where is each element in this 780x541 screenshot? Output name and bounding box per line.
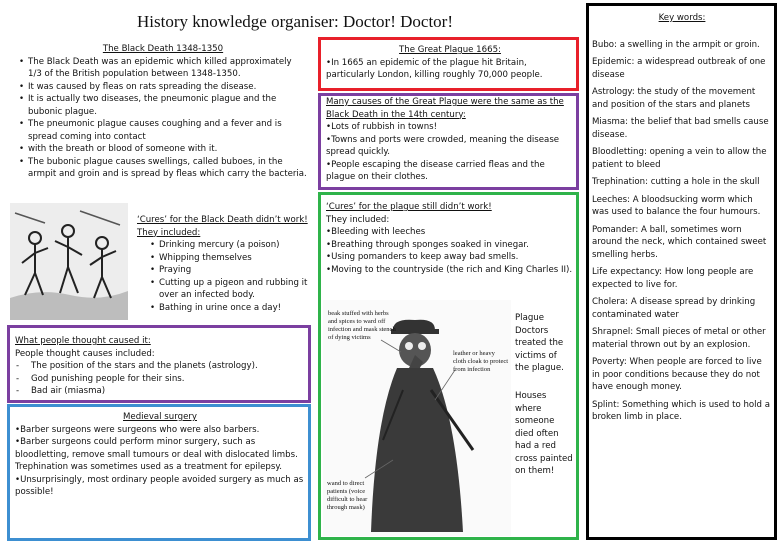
causes-same-point: •Lots of rubbish in towns! [326,122,438,132]
causes-section [15,335,307,398]
definition: opening a vein to allow the patient to bleed [592,147,767,170]
bd-cures-section [137,214,309,314]
term: Splint: [592,399,620,410]
plague-doctor-illustration [323,300,511,536]
great-plague-text: •In 1665 an epidemic of the plague hit Britain, particularly London, killing roughly 70,000 people. [326,57,543,80]
bd-point: • with the breath or blood of someone with it. [28,143,308,156]
causes-heading: What people thought caused it: [15,336,151,346]
label-coat: leather or heavy cloth cloak to protect from infection [453,350,509,373]
black-death-section [18,43,308,181]
key-word-item [592,296,772,321]
gp-cures-heading: ‘Cures’ for the plague still didn’t work! [326,202,492,212]
term: Epidemic: [592,57,635,67]
definition: A ball, sometimes worn around the neck, which contained sweet smelling herbs. [592,224,767,260]
definition: cutting a hole in the skull [650,177,760,187]
key-word-item [592,194,772,219]
gp-cure-point: •Moving to the countryside (the rich and King Charles II). [326,264,573,275]
bd-cure-item: • Drinking mercury (a poison) [159,239,309,252]
label-wand: wand to direct patients (voice difficult to hear through mask) [327,480,368,511]
gp-cure-point: •Breathing through sponges soaked in vinegar. [326,239,529,250]
definition: a swelling in the armpit or groin. [619,39,760,50]
black-death-heading: The Black Death 1348-1350 [102,44,224,54]
key-word-item [592,266,772,291]
definition: a widespread outbreak of one disease [592,57,766,80]
key-word-item [592,224,772,262]
bd-cure-item: • Cutting up a pigeon and rubbing it over an infected body. [159,277,309,302]
term: Bloodletting: [592,147,647,157]
definition: A bloodsucking worm which was used to balance the four humours. [592,194,761,217]
great-plague-heading: The Great Plague 1665: [399,45,501,55]
definition: When people are forced to live in poor conditions because they do not have enough money. [592,357,762,392]
causes-same-point: •Towns and ports were crowded, meaning the disease spread quickly. [326,134,560,157]
dance-of-death-illustration [10,203,128,320]
bd-point: • The pneumonic plague causes coughing and a fever and is spread coming into contact [28,118,308,143]
bd-point: • The bubonic plague causes swellings, called buboes, in the armpit and groin and is spread by fleas which carry the bacteria. [28,156,308,181]
term: Cholera: [592,297,629,307]
definition: A disease spread by drinking contaminated water [592,297,756,320]
key-word-item [592,326,772,351]
key-word-item [592,176,772,189]
term: Pomander: [592,224,639,235]
definition: the belief that bad smells cause disease. [592,117,769,140]
cause-item: - God punishing people for their sins. [25,373,307,386]
definition: Something which is used to hold a broken limb in place. [592,399,771,422]
cause-item: - Bad air (miasma) [25,385,307,398]
page-title: History knowledge organiser: Doctor! Doctor! [137,12,453,31]
label-herbs: beak stuffed with herbs and spices to ward off infection and mask stench of dying victims [328,310,396,341]
term: Astrology: [592,87,635,97]
surgery-heading: Medieval surgery [123,412,197,422]
great-plague-section [326,44,574,82]
key-word-item [592,56,772,81]
causes-same-section [326,96,574,184]
term: Trephination: [592,177,648,187]
causes-same-point: •People escaping the disease carried fleas and the plague on their clothes. [326,159,545,182]
term: Miasma: [592,117,629,127]
term: Shrapnel: [592,327,634,337]
definition: How long people are expected to live for. [592,267,754,290]
definition: Small pieces of metal or other material thrown out by an explosion. [592,327,766,350]
definition: the study of the movement and position of the stars and planets [592,87,756,110]
cause-item: - The position of the stars and the planets (astrology). [25,360,307,373]
bd-cures-heading: ‘Cures’ for the Black Death didn’t work! They included: [137,215,308,238]
red-cross-caption: Houses where someone died often had a red cross painted on them! [515,391,573,476]
term: Poverty: [592,357,627,367]
bd-cure-item: • Praying [159,264,309,277]
causes-same-heading: Many causes of the Great Plague were the same as the Black Death in the 14th century: [326,97,564,120]
surgery-point: •Unsurprisingly, most ordinary people avoided surgery as much as possible! [15,474,304,497]
key-word-item [592,356,772,394]
key-word-item [592,86,772,111]
bd-point: • It was caused by fleas on rats spreading the disease. [28,81,308,94]
causes-intro: People thought causes included: [15,348,155,359]
gp-cures-intro: They included: [326,214,390,225]
term: Bubo: [592,39,617,50]
gp-cure-point: •Using pomanders to keep away bad smells. [326,252,519,262]
key-words-heading: Key words: [658,13,706,23]
gp-cure-point: •Bleeding with leeches [326,227,426,237]
surgery-point: •Barber surgeons could perform minor surgery, such as bloodletting, remove small tumours or deal with dislocated limbs. Trephination was sometimes used as a treatment for epilepsy. [15,437,298,472]
bd-cure-item: • Bathing in urine once a day! [159,302,309,315]
key-words-section [592,12,772,429]
gp-cures-section [326,201,574,276]
key-word-item [592,116,772,141]
bd-point: • The Black Death was an epidemic which killed approximately 1/3 of the British population between 1348-1350. [28,56,308,81]
key-word-item [592,399,772,424]
surgery-point: •Barber surgeons were surgeons who were also barbers. [15,424,260,435]
bd-point: • It is actually two diseases, the pneumonic plague and the bubonic plague. [28,93,308,118]
bd-cure-item: • Whipping themselves [159,252,309,265]
term: Leeches: [592,194,631,205]
term: Life expectancy: [592,267,663,277]
plague-doctor-caption: Plague Doctors treated the victims of the plague. [515,313,564,373]
key-word-item [592,146,772,171]
key-word-item [592,39,772,52]
surgery-section [15,411,305,499]
